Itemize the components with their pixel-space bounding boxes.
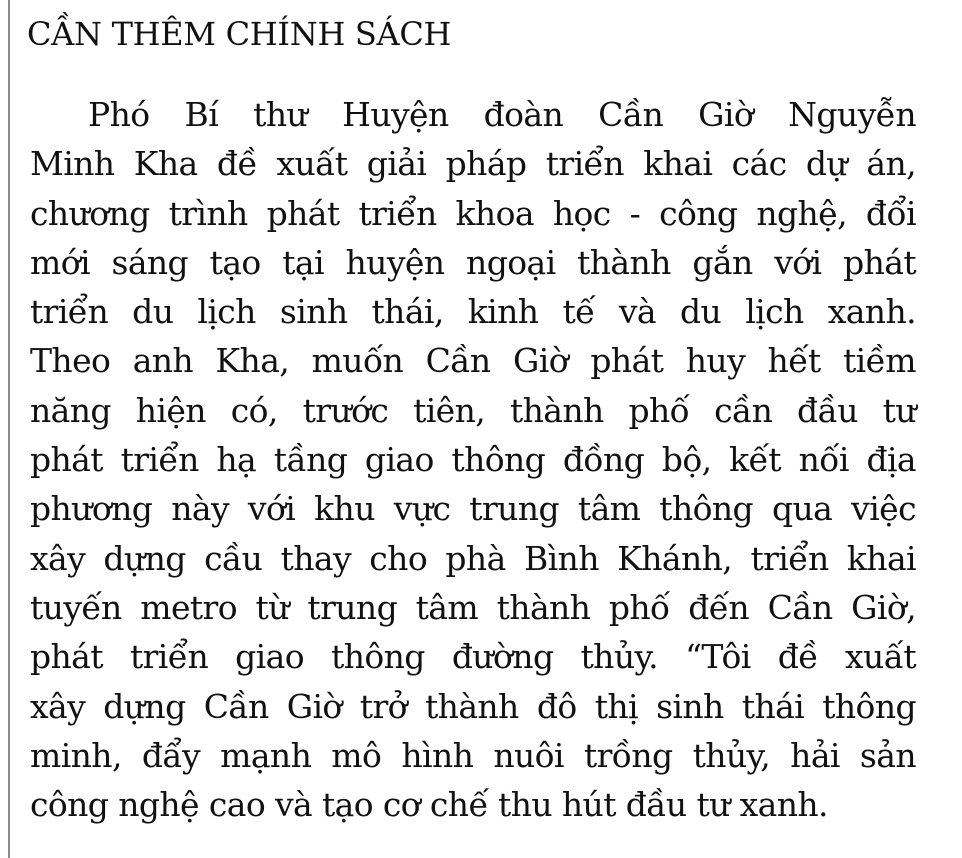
paragraph-line: Theo anh Kha, muốn Cần Giờ phát huy hết tiềm bbox=[30, 341, 916, 381]
paragraph-line: mới sáng tạo tại huyện ngoại thành gắn với phát bbox=[30, 242, 916, 282]
paragraph-line: phương này với khu vực trung tâm thông qua việc bbox=[30, 489, 916, 529]
left-border-rule bbox=[8, 0, 10, 858]
paragraph-line: phát triển giao thông đường thủy. “Tôi đề xuất bbox=[30, 637, 916, 677]
paragraph-line: minh, đẩy mạnh mô hình nuôi trồng thủy, hải sản bbox=[30, 735, 916, 775]
paragraph-line: năng hiện có, trước tiên, thành phố cần đầu tư bbox=[30, 390, 916, 430]
paragraph-line: xây dựng Cần Giờ trở thành đô thị sinh thái thông bbox=[30, 686, 916, 726]
paragraph-line: chương trình phát triển khoa học - công nghệ, đổi bbox=[30, 193, 916, 233]
section-heading: CẦN THÊM CHÍNH SÁCH bbox=[27, 15, 452, 53]
paragraph-line: xây dựng cầu thay cho phà Bình Khánh, triển khai bbox=[30, 538, 916, 578]
paragraph-line: công nghệ cao và tạo cơ chế thu hút đầu tư xanh. bbox=[30, 785, 828, 825]
paragraph-line: Phó Bí thư Huyện đoàn Cần Giờ Nguyễn bbox=[88, 95, 916, 134]
article-paragraph bbox=[30, 90, 916, 829]
paragraph-line: phát triển hạ tầng giao thông đồng bộ, kết nối địa bbox=[30, 440, 916, 480]
paragraph-line: triển du lịch sinh thái, kinh tế và du lịch xanh. bbox=[30, 292, 916, 332]
paragraph-line: Minh Kha đề xuất giải pháp triển khai các dự án, bbox=[30, 144, 916, 184]
paragraph-line: tuyến metro từ trung tâm thành phố đến Cần Giờ, bbox=[30, 587, 916, 627]
